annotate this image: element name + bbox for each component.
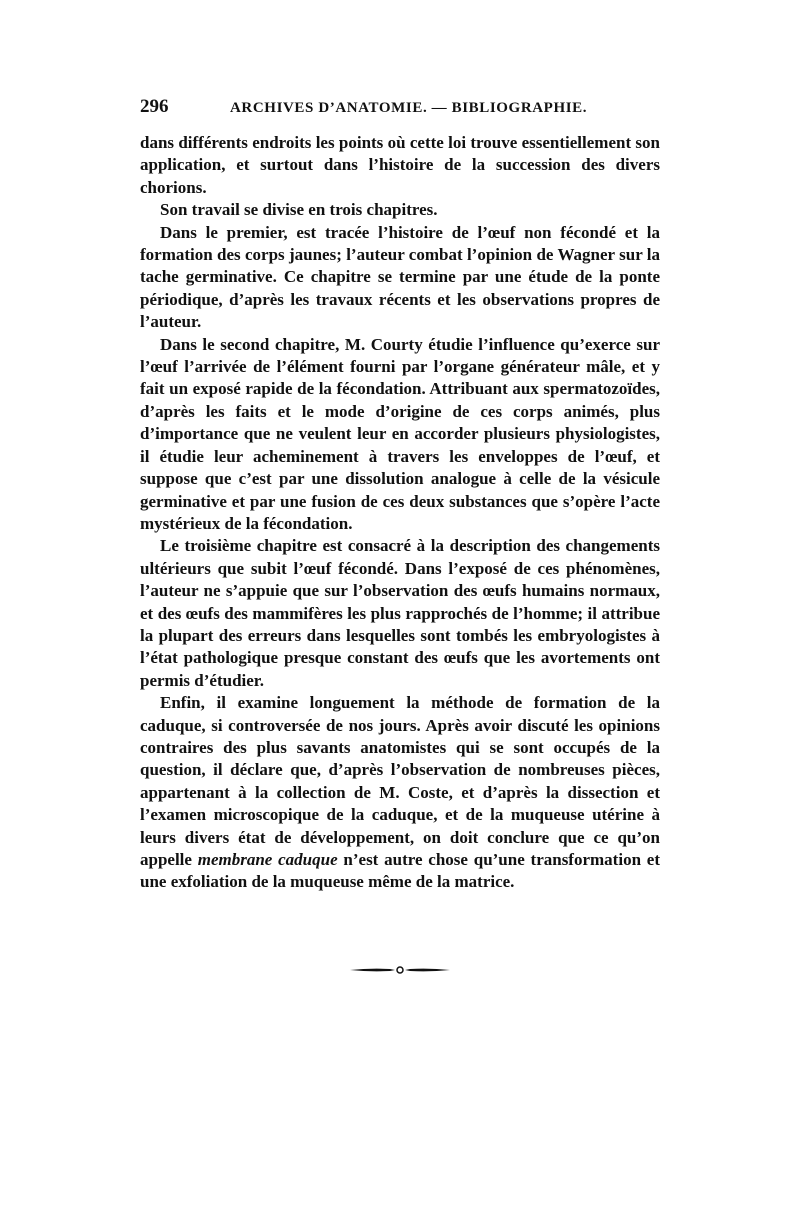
paragraph-caduque-part-2: n’est autre chose qu’une transformation et une exfoliation de la muqueuse même de la matrice.	[140, 850, 661, 892]
page-header	[140, 96, 660, 124]
paragraph-first-chapter: Dans le premier, est tracée l’histoire de l’œuf non fécondé et la formation des corps jaunes; l’auteur combat l’opinion de Wagner sur la tache germinative. Ce chapitre se termine par une étude de la ponte périodique, d’après les travaux récents et les observations propres de l’auteur.	[140, 222, 660, 332]
paragraph-caduque-part-1: Enfin, il examine longuement la méthode de formation de la caduque, si controversée de nos jours. Après avoir discuté les opinions contraires des plus savants anatomistes qui se sont occupés de la question, il déclare que, d’après l’observation de nombreuses pièces, appartenant à la collection de M. Coste, et d’après la dissection et l’examen microscopique de la caduque, et de la muqueuse utérine à leurs divers état de développement, on doit conclure que ce qu’on appelle	[140, 693, 660, 869]
italic-term: membrane caduque	[197, 850, 338, 869]
body-text	[140, 132, 660, 894]
paragraph-caduque	[140, 692, 660, 894]
paragraph-chapters: Son travail se divise en trois chapitres.	[160, 200, 438, 220]
page-number: 296	[140, 96, 169, 117]
paragraph-continuation: dans différents endroits les points où cette loi trouve essentiellement son application, et surtout dans l’histoire de la succession des divers chorions.	[140, 133, 660, 197]
page	[140, 96, 660, 894]
running-head: ARCHIVES D’ANATOMIE. — BIBLIOGRAPHIE.	[230, 100, 588, 116]
paragraph-second-chapter: Dans le second chapitre, M. Courty étudie l’influence qu’exerce sur l’œuf l’arrivée de l’élément fourni par l’organe générateur mâle, et y fait un exposé rapide de la fécondation. Attribuant aux spermatozoïdes, d’après les faits et le mode d’origine de ces corps animés, plus d’importance que ne veulent leur en accorder plusieurs physiologistes, il étudie leur acheminement à travers les enveloppes de l’œuf, et suppose que c’est par une dissolution analogue à celle de la vésicule germinative et par une fusion de ces deux substances que s’opère l’acte mystérieux de la fécondation.	[140, 334, 660, 533]
ornament-divider	[350, 964, 450, 976]
paragraph-third-chapter: Le troisième chapitre est consacré à la description des changements ultérieurs que subit l’œuf fécondé. Dans l’exposé de ces phénomènes, l’auteur ne s’appuie que sur l’observation des œufs humains normaux, et des œufs des mammifères les plus rapprochés de l’homme; il attribue la plupart des erreurs dans lesquelles sont tombés les embryologistes à l’état pathologique presque constant des œufs que les avortements ont permis d’étudier.	[140, 536, 660, 690]
